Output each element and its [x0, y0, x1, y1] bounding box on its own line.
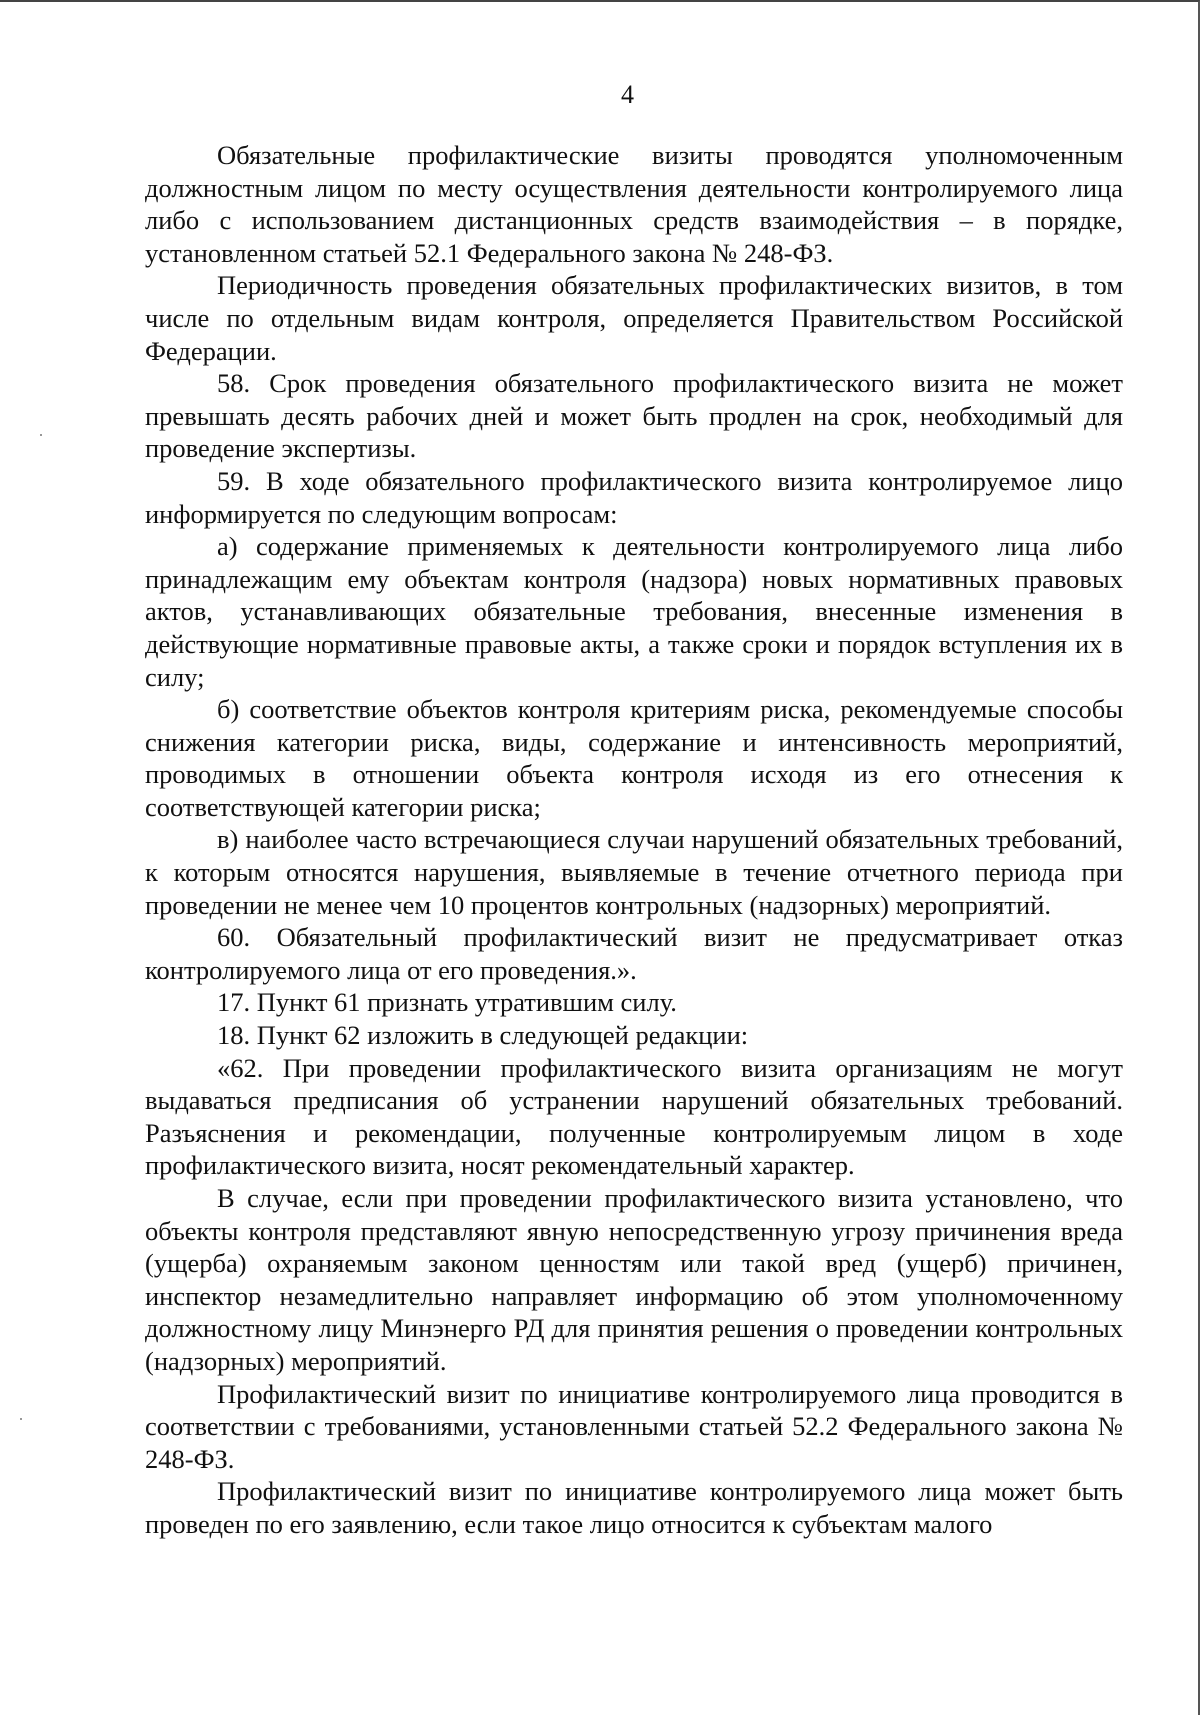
scan-speck: [20, 1418, 22, 1420]
paragraph-periodicity: Периодичность проведения обязательных профилактических визитов, в том числе по отдельным видам контроля, определяется Правительством Российской Федерации.: [145, 270, 1123, 366]
scan-speck: [40, 434, 42, 436]
paragraph-item-60: 60. Обязательный профилактический визит не предусматривает отказ контролируемого лица от его проведения.».: [145, 922, 1123, 985]
document-body: [145, 139, 1123, 1541]
paragraph-subitem-b: б) соответствие объектов контроля критериям риска, рекомендуемые способы снижения категории риска, виды, содержание и интенсивность мероприятий, проводимых в отношении объекта контроля исходя из его отнесения к соответствующей категории риска;: [145, 694, 1123, 822]
paragraph-subitem-a: а) содержание применяемых к деятельности контролируемого лица либо принадлежащим ему объектам контроля (надзора) новых нормативных правовых актов, устанавливающих обязательные требования, внесенные изменения в действующие нормативные правовые акты, а также сроки и порядок вступления их в силу;: [145, 531, 1123, 692]
paragraph-point-18: 18. Пункт 62 изложить в следующей редакции:: [217, 1020, 749, 1051]
paragraph-subitem-v: в) наиболее часто встречающиеся случаи нарушений обязательных требований, к которым относятся нарушения, выявляемые в течение отчетного периода при проведении не менее чем 10 процентов контрольных (надзорных) мероприятий.: [145, 824, 1123, 920]
page-number: 4: [621, 80, 634, 109]
paragraph-initiative-visit: Профилактический визит по инициативе контролируемого лица проводится в соответствии с требованиями, установленными статьей 52.2 Федерального закона № 248-ФЗ.: [145, 1378, 1123, 1474]
paragraph-initiative-application: Профилактический визит по инициативе контролируемого лица может быть проведен по его заявлению, если такое лицо относится к субъектам малого: [145, 1476, 1123, 1539]
paragraph-threat-case: В случае, если при проведении профилактического визита установлено, что объекты контроля представляют явную непосредственную угрозу причинения вреда (ущерба) охраняемым законом ценностям или такой вред (ущерб) причинен, инспектор незамедлительно направляет информацию об этом уполномоченному должностному лицу Минэнерго РД для принятия решения о проведении контрольных (надзорных) мероприятий.: [145, 1183, 1123, 1376]
paragraph-item-58: 58. Срок проведения обязательного профилактического визита не может превышать десять рабочих дней и может быть продлен на срок, необходимый для проведение экспертизы.: [145, 368, 1123, 464]
paragraph-item-59: 59. В ходе обязательного профилактического визита контролируемое лицо информируется по следующим вопросам:: [145, 465, 1123, 529]
paragraph-item-62: «62. При проведении профилактического визита организациям не могут выдаваться предписания об устранении нарушений обязательных требований. Разъяснения и рекомендации, полученные контролируемым лицом в ходе профилактического визита, носят рекомендательный характер.: [145, 1052, 1123, 1181]
paragraph-point-17: 17. Пункт 61 признать утратившим силу.: [217, 987, 677, 1018]
paragraph-mandatory-visits: Обязательные профилактические визиты проводятся уполномоченным должностным лицом по месту осуществления деятельности контролируемого лица либо с использованием дистанционных средств взаимодействия – в порядке, установленном статьей 52.1 Федерального закона № 248-ФЗ.: [145, 140, 1123, 268]
